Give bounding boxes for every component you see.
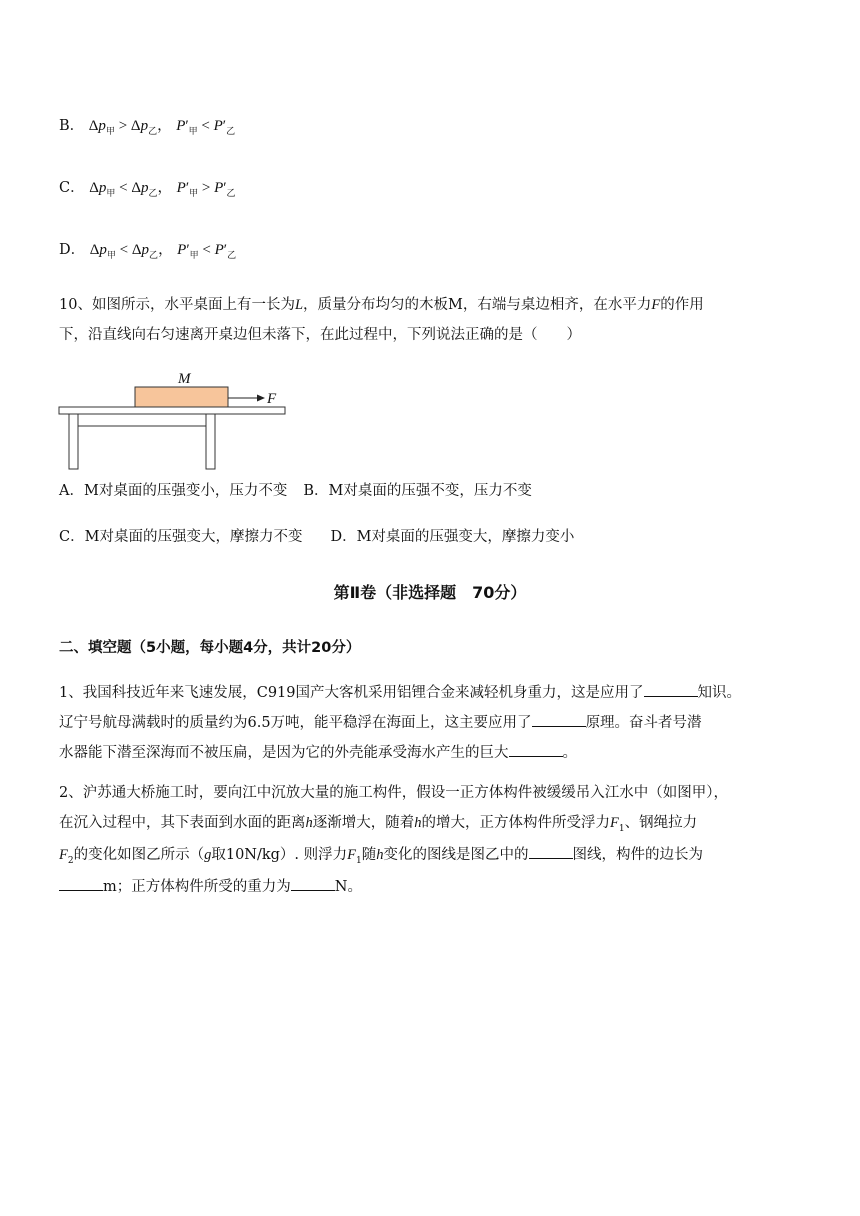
answer-blank[interactable]	[532, 712, 586, 727]
answer-blank[interactable]	[509, 742, 563, 757]
pressure-change-comparison: $\Delta p_甲 < \Delta p_乙$	[89, 242, 159, 260]
q9-option-c: C． $\Delta p_甲 < \Delta p_乙$， $P'_甲 > P'_乙$	[59, 180, 236, 198]
answer-blank[interactable]	[529, 844, 573, 859]
board-m	[135, 387, 228, 407]
q10-options-cd	[59, 527, 574, 547]
table-top	[59, 407, 285, 414]
fill2-line4: m；正方体构件所受的重力为 N。	[59, 872, 804, 902]
answer-blank[interactable]	[644, 682, 698, 697]
q9-option-d: D． $\Delta p_甲 < \Delta p_乙$， $P'_甲 < P'_乙$	[59, 242, 237, 260]
option-letter: D．	[59, 242, 86, 258]
pressure-change-comparison: $\Delta p_甲 < \Delta p_乙$	[89, 180, 158, 198]
pressure-comparison: $P'_甲 > P'_乙$	[176, 180, 236, 198]
option-letter: B．	[59, 118, 85, 134]
answer-blank[interactable]	[59, 876, 103, 891]
pressure-comparison: $P'_甲 < P'_乙$	[176, 118, 236, 136]
figure-label-m: M	[178, 371, 191, 387]
fill1-line2: 辽宁号航母满载时的质量约为6.5万吨，能平稳浮在海面上，这主要应用了 原理。奋斗者号潜	[59, 708, 804, 738]
q10-option-a: A．M对桌面的压强变小，压力不变	[59, 483, 288, 499]
q10-stem-line1: 10、如图所示，水平桌面上有一长为L，质量分布均匀的木板M，右端与桌边相齐，在水平力F的作用	[59, 297, 704, 313]
fill2-line2: 在沉入过程中，其下表面到水面的距离h逐渐增大，随着h的增大，正方体构件所受浮力$F_1$、钢绳拉力	[59, 815, 698, 834]
q10-option-c: C．M对桌面的压强变大，摩擦力不变	[59, 529, 303, 545]
fill2-line1: 2、沪苏通大桥施工时，要向江中沉放大量的施工构件，假设一正方体构件被缓缓吊入江水中（如图甲），	[59, 785, 728, 801]
section2-title: 二、填空题（5小题，每小题4分，共计20分）	[59, 640, 361, 656]
q10-figure	[56, 364, 296, 474]
q9-option-b: B． $\Delta p_甲 > \Delta p_乙$， $P'_甲 < P'_乙$	[59, 118, 236, 136]
pressure-comparison: $P'_甲 < P'_乙$	[177, 242, 237, 260]
part2-title: 第Ⅱ卷（非选择题 70分）	[333, 583, 527, 602]
q10-option-d: D．M对桌面的压强变大，摩擦力变小	[330, 529, 575, 545]
table-leg-right	[206, 414, 215, 469]
q10-stem	[59, 290, 804, 350]
fill1-line3: 水器能下潜至深海而不被压扁，是因为它的外壳能承受海水产生的巨大 。	[59, 738, 804, 768]
q10-options-ab	[59, 481, 532, 501]
fill-question-1	[59, 678, 804, 768]
fill2-line3: $F_2$的变化如图乙所示（g取10N/kg）. 则浮力$F_1$随h变化的图线是图乙中的 图线，构件的边长为	[59, 840, 804, 872]
answer-blank[interactable]	[291, 876, 335, 891]
pressure-change-comparison: $\Delta p_甲 > \Delta p_乙$	[88, 118, 158, 136]
figure-label-f: F	[267, 391, 277, 407]
fill-question-2	[59, 778, 804, 902]
fill1-line1: 1、我国科技近年来飞速发展，C919国产大客机采用铝锂合金来减轻机身重力，这是应用了 知识。	[59, 678, 804, 708]
force-arrowhead	[257, 395, 265, 402]
option-letter: C．	[59, 180, 85, 196]
q10-stem-line2: 下，沿直线向右匀速离开桌边但未落下，在此过程中，下列说法正确的是（ ）	[59, 327, 581, 343]
q10-option-b: B．M对桌面的压强不变，压力不变	[303, 483, 532, 499]
table-leg-left	[69, 414, 78, 469]
